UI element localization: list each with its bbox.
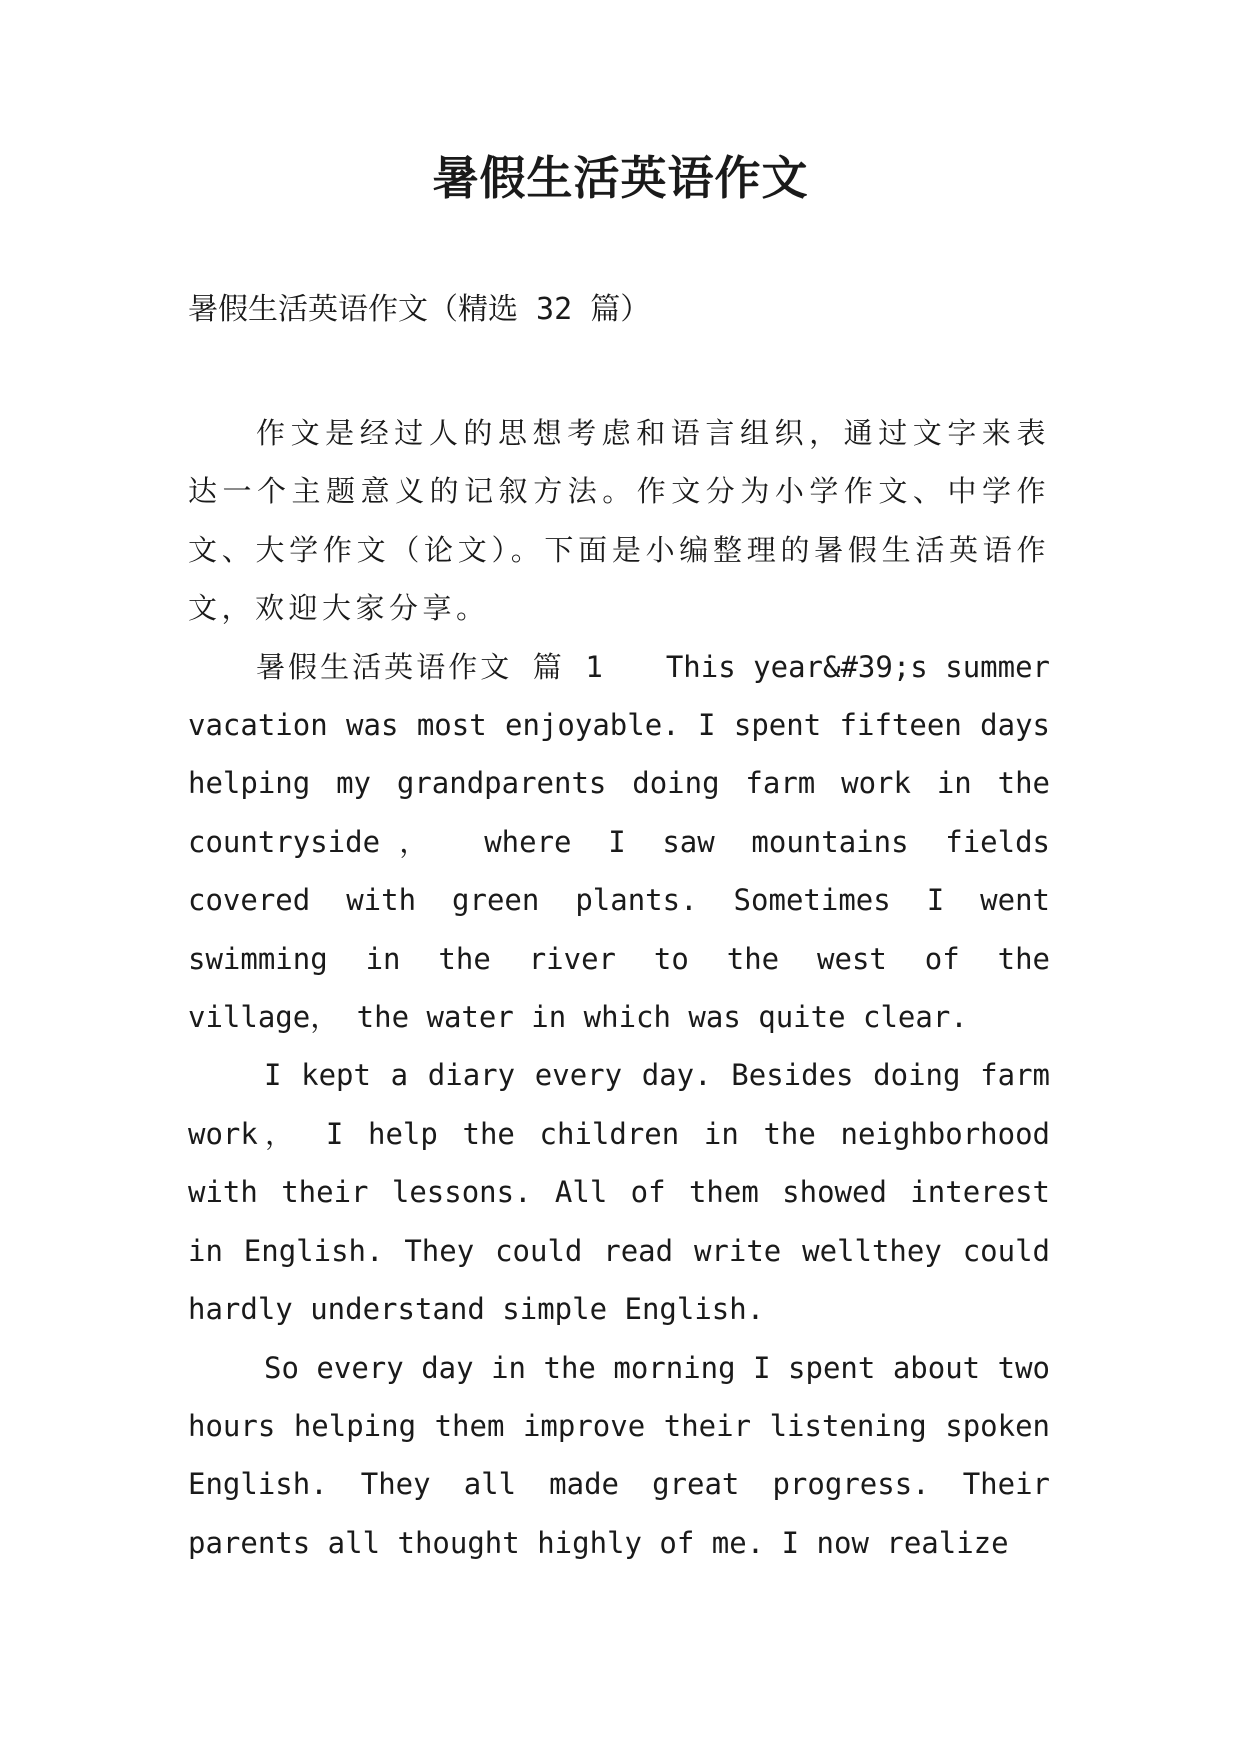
document-body [188,404,1050,1572]
document-subtitle: 暑假生活英语作文（精选 32 篇） [188,292,651,327]
intro-paragraph: 作文是经过人的思想考虑和语言组织，通过文字来表达一个主题意义的记叙方法。作文分为小学作文、中学作文、大学作文（论文）。下面是小编整理的暑假生活英语作文，欢迎大家分享。 [188,416,1050,626]
essay-heading: 暑假生活英语作文 篇 1 [256,649,606,684]
essay-paragraph-2: I kept a diary every day. Besides doing farm work， I help the children in the neighborhood with their lessons. All of them showed interest in English. They could read write wellthey could hardly understand simple English. [188,1058,1050,1327]
essay-paragraph-1 [188,638,1050,1047]
essay-paragraph-3: So every day in the morning I spent about two hours helping them improve their listening spoken English. They all made great progress. Their parents all thought highly of me. I now realize [188,1350,1050,1560]
essay-paragraph-1-text: This year&#39;s summer vacation was most enjoyable. I spent fifteen days helping my grandparents doing farm work in the countryside， where I saw mountains fields covered with green plants. Sometimes I went swimming in the river to the west of the village， the water in which was quite clear. [188,649,1050,1035]
document-title: 暑假生活英语作文 [432,151,809,205]
